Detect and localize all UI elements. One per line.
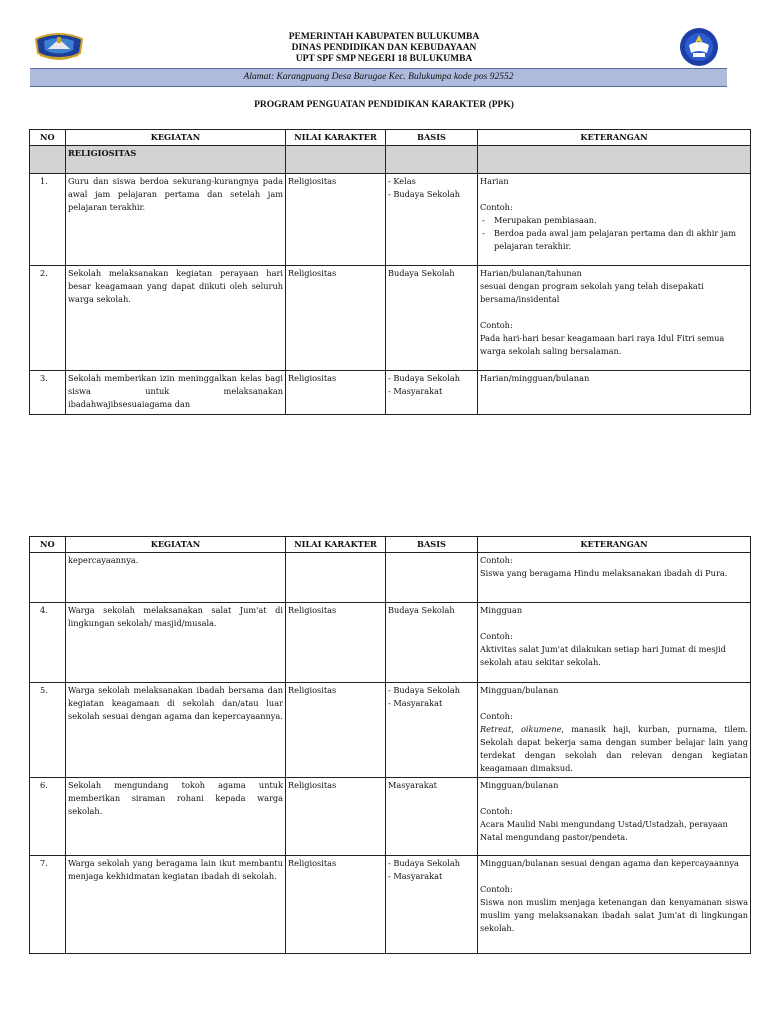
table-header-row [30, 537, 751, 553]
list-item: - Merupakan pembiasaan. [494, 214, 748, 227]
row-kegiatan: Sekolah memberikan izin meninggalkan kelas bagi siswa untuk melaksanakan ibadahwajibsesuaiagama dan [66, 371, 286, 415]
col-header-basis: BASIS [386, 537, 478, 553]
table-row [30, 778, 751, 856]
row-basis: - Kelas - Budaya Sekolah [386, 174, 478, 266]
row-nilai: Religiositas [286, 266, 386, 371]
row-keterangan: Harian/bulanan/tahunan sesuai dengan program sekolah yang telah disepakati bersama/insidental Contoh: Pada hari-hari besar keagamaan hari raya Idul Fitri semua warga sekolah saling bersalaman. [478, 266, 751, 371]
table-row [30, 603, 751, 683]
letterhead-line-2: DINAS PENDIDIKAN DAN KEBUDAYAAN [291, 43, 477, 53]
col-header-kegiatan: KEGIATAN [66, 130, 286, 146]
row-kegiatan: Sekolah mengundang tokoh agama untuk memberikan siraman rohani kepada warga sekolah. [66, 778, 286, 856]
row-basis: - Budaya Sekolah - Masyarakat [386, 683, 478, 778]
row-nilai: Religiositas [286, 778, 386, 856]
row-no [30, 553, 66, 603]
letterhead-line-3: UPT SPF SMP NEGERI 18 BULUKUMBA [295, 54, 473, 64]
row-basis: Budaya Sekolah [386, 603, 478, 683]
table-row [30, 683, 751, 778]
row-basis: Budaya Sekolah [386, 266, 478, 371]
row-nilai: Religiositas [286, 603, 386, 683]
row-nilai: Religiositas [286, 683, 386, 778]
row-nilai [286, 553, 386, 603]
section-row [30, 146, 751, 174]
row-kegiatan: kepercayaannya. [66, 553, 286, 603]
row-no: 5. [30, 683, 66, 778]
table-header-row [30, 130, 751, 146]
col-header-nilai: NILAI KARAKTER [286, 537, 386, 553]
letterhead [0, 32, 768, 65]
row-kegiatan: Warga sekolah yang beragama lain ikut membantu menjaga kekhidmatan kegiatan ibadah di sekolah. [66, 856, 286, 954]
col-header-no: NO [30, 537, 66, 553]
row-no: 4. [30, 603, 66, 683]
row-basis: - Budaya Sekolah - Masyarakat [386, 371, 478, 415]
row-basis [386, 553, 478, 603]
col-header-no: NO [30, 130, 66, 146]
row-kegiatan: Sekolah melaksanakan kegiatan perayaan hari besar keagamaan yang dapat diikuti oleh seluruh warga sekolah. [66, 266, 286, 371]
row-nilai: Religiositas [286, 371, 386, 415]
row-kegiatan: Guru dan siswa berdoa sekurang-kurangnya pada awal jam pelajaran pertama dan setelah jam pelajaran terakhir. [66, 174, 286, 266]
table-row [30, 266, 751, 371]
col-header-keterangan: KETERANGAN [478, 130, 751, 146]
col-header-kegiatan: KEGIATAN [66, 537, 286, 553]
document-title: PROGRAM PENGUATAN PENDIDIKAN KARAKTER (PPK) [254, 100, 514, 110]
table-row [30, 856, 751, 954]
row-nilai: Religiositas [286, 174, 386, 266]
ppk-table-page-1 [29, 129, 751, 415]
list-item: - Berdoa pada awal jam pelajaran pertama dan di akhir jam pelajaran terakhir. [494, 227, 748, 253]
row-keterangan: Mingguan/bulanan Contoh: Retreat, oikumene, manasik haji, kurban, purnama, tilem. Sekolah dapat bekerja sama dengan sumber belajar lain yang terdekat dengan sekolah dan relevan dengan kegiatan keagamaan dimaksud. [478, 683, 751, 778]
row-keterangan: Mingguan Contoh: Aktivitas salat Jum'at dilakukan setiap hari Jumat di mesjid sekolah atau sekitar sekolah. [478, 603, 751, 683]
row-no: 2. [30, 266, 66, 371]
col-header-nilai: NILAI KARAKTER [286, 130, 386, 146]
ppk-table-page-2 [29, 536, 751, 954]
table-row [30, 174, 751, 266]
row-basis: - Budaya Sekolah - Masyarakat [386, 856, 478, 954]
row-keterangan: Harian/mingguan/bulanan [478, 371, 751, 415]
col-header-keterangan: KETERANGAN [478, 537, 751, 553]
row-basis: Masyarakat [386, 778, 478, 856]
letterhead-line-1: PEMERINTAH KABUPATEN BULUKUMBA [288, 32, 480, 42]
row-no: 7. [30, 856, 66, 954]
address-bar: Alamat: Karangpuang Desa Barugae Kec. Bulukumpa kode pos 92552 [30, 68, 727, 87]
row-keterangan: Harian Contoh: - Merupakan pembiasaan. - Berdoa pada awal jam pelajaran pertama dan di akhir jam pelajaran terakhir. [478, 174, 751, 266]
row-kegiatan: Warga sekolah melaksanakan ibadah bersama dan kegiatan keagamaan di sekolah dan/atau luar sekolah sesuai dengan agama dan kepercayaannya. [66, 683, 286, 778]
table-row [30, 553, 751, 603]
row-no: 3. [30, 371, 66, 415]
section-label: RELIGIOSITAS [66, 146, 286, 174]
row-no: 6. [30, 778, 66, 856]
table-row [30, 371, 751, 415]
row-no: 1. [30, 174, 66, 266]
row-keterangan: Mingguan/bulanan Contoh: Acara Maulid Nabi mengundang Ustad/Ustadzah, perayaan Natal mengundang pastor/pendeta. [478, 778, 751, 856]
row-keterangan: Mingguan/bulanan sesuai dengan agama dan kepercayaannya Contoh: Siswa non muslim menjaga ketenangan dan kenyamanan siswa muslim yang melaksanakan ibadah salat Jum'at di lingkungan sekolah. [478, 856, 751, 954]
row-nilai: Religiositas [286, 856, 386, 954]
row-kegiatan: Warga sekolah melaksanakan salat Jum'at di lingkungan sekolah/ masjid/musala. [66, 603, 286, 683]
row-keterangan: Contoh: Siswa yang beragama Hindu melaksanakan ibadah di Pura. [478, 553, 751, 603]
col-header-basis: BASIS [386, 130, 478, 146]
